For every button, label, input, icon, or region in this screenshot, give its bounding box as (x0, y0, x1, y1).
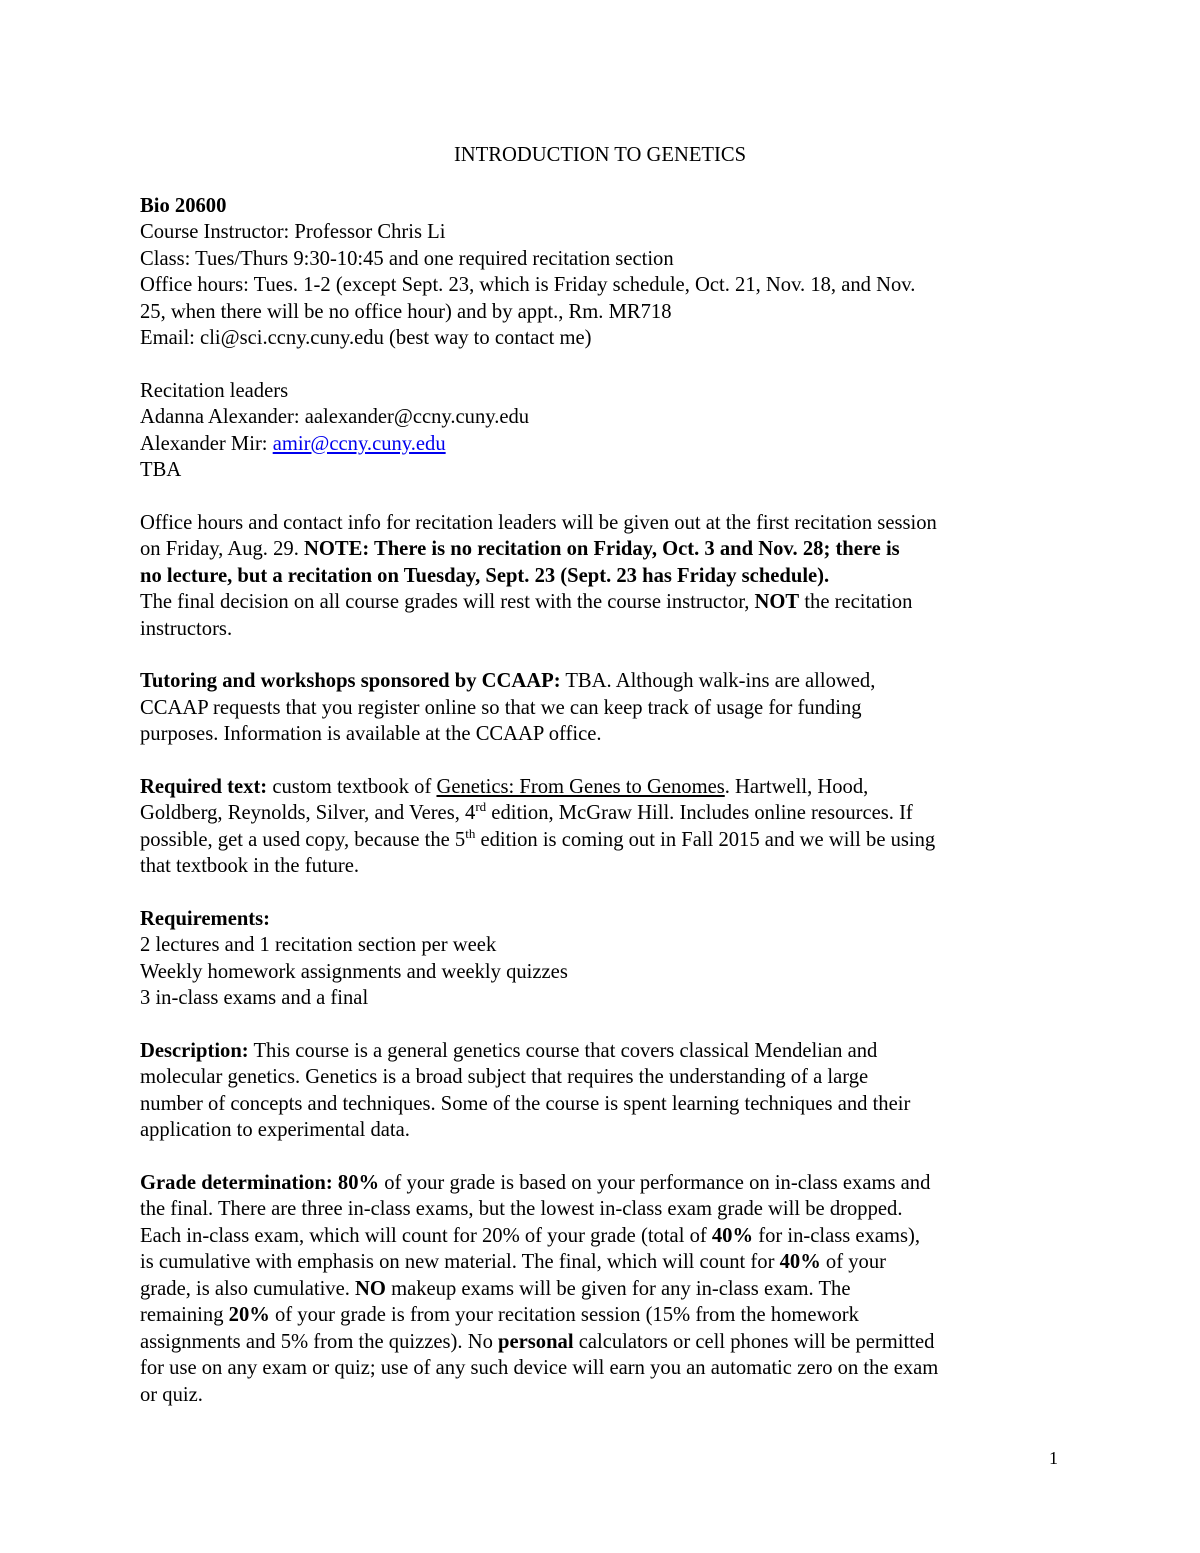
office-hours-line-2: 25, when there will be no office hour) and by appt., Rm. MR718 (140, 300, 672, 323)
grade-text-7a: assignments and 5% from the quizzes). No (140, 1330, 499, 1353)
required-text-line-4: that textbook in the future. (140, 855, 360, 877)
grade-text-3b: for in-class exams), (753, 1224, 921, 1247)
required-text-authors: . Hartwell, Hood, (724, 775, 869, 798)
tutoring-label: Tutoring and workshops sponsored by CCAAP: (140, 670, 561, 692)
office-info-line-2 (140, 536, 1060, 563)
grade-line-2: the final. There are three in-class exams, but the lowest in-class exam grade will be dropped. (140, 1198, 903, 1220)
email-line: Email: cli@sci.ccny.cuny.edu (best way to contact me) (140, 327, 592, 349)
grade-text-1: of your grade is based on your performance on in-class exams and (379, 1171, 931, 1194)
recitation-leader-1: Adanna Alexander: aalexander@ccny.cuny.edu (140, 406, 530, 428)
office-info-line-1: Office hours and contact info for recitation leaders will be given out at the first recitation session (140, 511, 937, 534)
required-text-line-3 (140, 827, 1060, 854)
description-line-2: molecular genetics. Genetics is a broad subject that requires the understanding of a large (140, 1066, 869, 1088)
grade-text-6a: remaining (140, 1304, 229, 1326)
required-text-label: Required text: (140, 775, 268, 798)
recitation-leader-2-name: Alexander Mir: (140, 432, 273, 455)
office-info-emphasis: NOT (754, 591, 800, 613)
required-text-advice: possible, get a used copy, because the 5 (140, 828, 466, 851)
required-text-advice-2: edition is coming out in Fall 2015 and we will be using (475, 828, 936, 851)
tutoring-text: TBA. Although walk-ins are allowed, (560, 670, 876, 692)
edition-suffix-2: th (465, 825, 476, 841)
grade-line-9: or quiz. (140, 1383, 203, 1406)
book-title: Genetics: From Genes to Genomes (436, 775, 725, 798)
grade-line-4 (140, 1249, 1060, 1276)
recitation-leader-3: TBA (140, 459, 182, 481)
grade-text-3a: Each in-class exam, which will count for 20% of your grade (total of (140, 1224, 712, 1247)
recitation-leader-2-email-link[interactable]: amir@ccny.cuny.edu (272, 432, 446, 455)
tutoring-line-2: CCAAP requests that you register online so that we can keep track of usage for funding (140, 696, 862, 719)
grade-line-6 (140, 1302, 1060, 1329)
required-text-authors-2: Goldberg, Reynolds, Silver, and Veres, 4 (140, 802, 476, 824)
description-text: This course is a general genetics course that covers classical Mendelian and (248, 1039, 878, 1062)
instructor-line: Course Instructor: Professor Chris Li (140, 221, 446, 243)
grade-line-7 (140, 1329, 1060, 1356)
grade-text-7b: calculators or cell phones will be permitted (573, 1330, 935, 1353)
class-line: Class: Tues/Thurs 9:30-10:45 and one required recitation section (140, 247, 674, 270)
office-info-date: on Friday, Aug. 29. (140, 538, 304, 560)
grade-line-1 (140, 1170, 1060, 1197)
grade-emphasis-6: 20% (228, 1304, 270, 1326)
office-info-line-4 (140, 589, 1060, 616)
office-info-line-5: instructors. (140, 617, 233, 640)
recitation-heading: Recitation leaders (140, 379, 289, 402)
page-title: INTRODUCTION TO GENETICS (453, 144, 747, 166)
recitation-leader-2 (140, 431, 1060, 458)
recitation-note: NOTE: There is no recitation on Friday, Oct. 3 and Nov. 28; there is (304, 538, 900, 560)
grade-label: Grade determination: 80% (140, 1171, 380, 1194)
grade-text-5a: grade, is also cumulative. (140, 1277, 356, 1300)
office-info-text-2: the recitation (799, 591, 913, 613)
required-text-line-1 (140, 774, 1060, 801)
recitation-note-cont: no lecture, but a recitation on Tuesday, Sept. 23 (Sept. 23 has Friday schedule). (140, 564, 830, 587)
tutoring-line-1 (140, 668, 1060, 695)
description-label: Description: (140, 1039, 249, 1062)
grade-text-5b: makeup exams will be given for any in-class exam. The (385, 1277, 851, 1300)
description-line-3: number of concepts and techniques. Some of the course is spent learning techniques and their (140, 1092, 911, 1115)
tutoring-line-3: purposes. Information is available at the CCAAP office. (140, 723, 602, 745)
office-info-text: The final decision on all course grades will rest with the course instructor, (140, 591, 755, 613)
page-number: 1 (1049, 1448, 1058, 1468)
required-text-intro: custom textbook of (267, 775, 437, 798)
grade-text-4a: is cumulative with emphasis on new material. The final, which will count for (140, 1251, 780, 1273)
required-text-publisher: edition, McGraw Hill. Includes online resources. If (486, 802, 913, 824)
document-page (140, 142, 1060, 1408)
requirement-item: Weekly homework assignments and weekly quizzes (140, 960, 568, 983)
grade-line-5 (140, 1276, 1060, 1303)
grade-emphasis-3: 40% (711, 1224, 754, 1247)
grade-emphasis-5: NO (355, 1277, 386, 1300)
grade-line-3 (140, 1223, 1060, 1250)
office-hours-line-1: Office hours: Tues. 1-2 (except Sept. 23, which is Friday schedule, Oct. 21, Nov. 18, and Nov. (140, 274, 916, 296)
edition-suffix: rd (475, 799, 487, 815)
grade-emphasis-4: 40% (779, 1251, 821, 1273)
requirement-item: 3 in-class exams and a final (140, 987, 369, 1009)
grade-line-8: for use on any exam or quiz; use of any such device will earn you an automatic zero on the exam (140, 1357, 939, 1379)
requirement-item: 2 lectures and 1 recitation section per week (140, 934, 497, 956)
grade-emphasis-7: personal (498, 1330, 574, 1353)
description-line-4: application to experimental data. (140, 1119, 410, 1141)
grade-text-4b: of your (820, 1251, 886, 1273)
requirements-label: Requirements: (140, 907, 271, 930)
description-line-1 (140, 1038, 1060, 1065)
course-code: Bio 20600 (140, 194, 227, 217)
required-text-line-2 (140, 800, 1060, 827)
grade-text-6b: of your grade is from your recitation session (15% from the homework (269, 1304, 859, 1326)
